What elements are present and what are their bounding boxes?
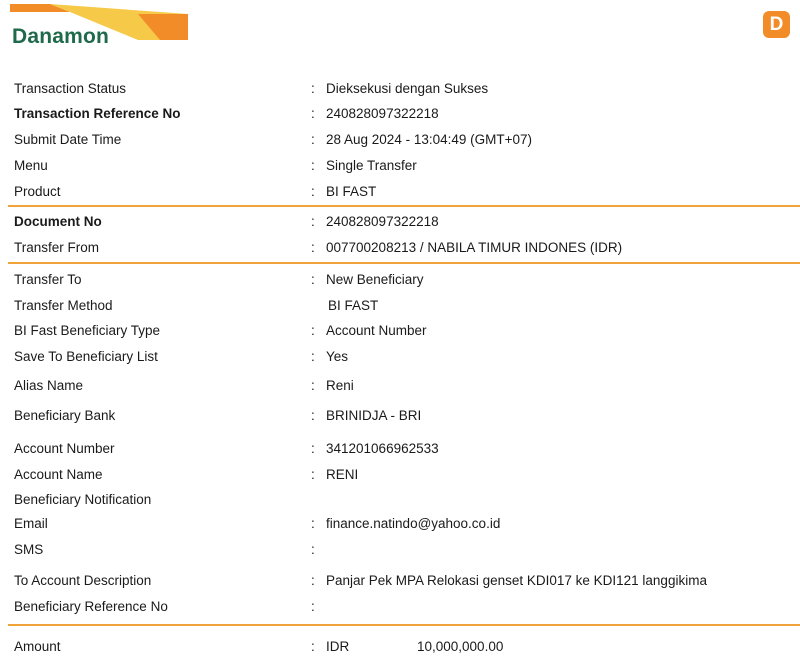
value-menu: Single Transfer bbox=[326, 158, 417, 173]
section-separator bbox=[8, 624, 800, 626]
colon: : bbox=[311, 132, 315, 147]
row-beneficiary-reference-no bbox=[14, 596, 794, 618]
label-transfer-from: Transfer From bbox=[14, 240, 100, 255]
colon: : bbox=[311, 158, 315, 173]
row-amount bbox=[14, 636, 794, 658]
row-account-name bbox=[14, 464, 794, 486]
row-alias-name bbox=[14, 375, 794, 397]
row-transaction-reference bbox=[14, 103, 794, 125]
colon: : bbox=[311, 441, 315, 456]
row-email bbox=[14, 513, 794, 535]
label-document-no: Document No bbox=[14, 214, 102, 229]
value-transaction-status: Dieksekusi dengan Sukses bbox=[326, 81, 489, 96]
row-to-account-description bbox=[14, 570, 794, 592]
colon: : bbox=[311, 573, 315, 588]
amount-currency: IDR bbox=[326, 639, 350, 654]
colon: : bbox=[311, 516, 315, 531]
value-transfer-from: 007700208213 / NABILA TIMUR INDONES (IDR) bbox=[326, 240, 623, 255]
row-account-number bbox=[14, 438, 794, 460]
value-to-account-description: Panjar Pek MPA Relokasi genset KDI017 ke KDI121 langgikima bbox=[326, 573, 707, 588]
row-transfer-method bbox=[14, 295, 794, 317]
label-save-to-beneficiary-list: Save To Beneficiary List bbox=[14, 349, 158, 364]
value-transfer-method: BI FAST bbox=[328, 298, 379, 313]
label-transfer-method: Transfer Method bbox=[14, 298, 113, 313]
label-submit-date-time: Submit Date Time bbox=[14, 132, 122, 147]
row-beneficiary-bank bbox=[14, 405, 794, 427]
colon: : bbox=[311, 349, 315, 364]
value-bi-fast-beneficiary-type: Account Number bbox=[326, 323, 427, 338]
colon: : bbox=[311, 467, 315, 482]
label-transaction-reference: Transaction Reference No bbox=[14, 106, 181, 121]
row-product bbox=[14, 181, 794, 203]
row-transfer-from bbox=[14, 237, 794, 259]
label-sms: SMS bbox=[14, 542, 44, 557]
section-separator bbox=[8, 262, 800, 264]
value-submit-date-time: 28 Aug 2024 - 13:04:49 (GMT+07) bbox=[326, 132, 533, 147]
label-alias-name: Alias Name bbox=[14, 378, 84, 393]
row-menu bbox=[14, 155, 794, 177]
row-transaction-status bbox=[14, 78, 794, 100]
colon: : bbox=[311, 184, 315, 199]
value-save-to-beneficiary-list: Yes bbox=[326, 349, 349, 364]
value-transfer-to: New Beneficiary bbox=[326, 272, 424, 287]
label-bi-fast-beneficiary-type: BI Fast Beneficiary Type bbox=[14, 323, 161, 338]
label-amount: Amount bbox=[14, 639, 61, 654]
label-beneficiary-reference-no: Beneficiary Reference No bbox=[14, 599, 168, 614]
colon: : bbox=[311, 214, 315, 229]
value-transaction-reference: 240828097322218 bbox=[326, 106, 439, 121]
value-account-name: RENI bbox=[326, 467, 359, 482]
label-menu: Menu bbox=[14, 158, 48, 173]
amount-value: 10,000,000.00 bbox=[417, 639, 504, 654]
label-to-account-description: To Account Description bbox=[14, 573, 152, 588]
row-document-no bbox=[14, 211, 794, 233]
danamon-logo-text: Danamon bbox=[12, 25, 110, 48]
label-beneficiary-bank: Beneficiary Bank bbox=[14, 408, 116, 423]
row-bi-fast-beneficiary-type bbox=[14, 320, 794, 342]
value-document-no: 240828097322218 bbox=[326, 214, 439, 229]
colon: : bbox=[311, 378, 315, 393]
value-alias-name: Reni bbox=[326, 378, 354, 393]
row-beneficiary-notification bbox=[14, 489, 794, 511]
value-email: finance.natindo@yahoo.co.id bbox=[326, 516, 501, 531]
colon: : bbox=[311, 272, 315, 287]
label-transaction-status: Transaction Status bbox=[14, 81, 127, 96]
row-transfer-to bbox=[14, 269, 794, 291]
row-save-to-beneficiary-list bbox=[14, 346, 794, 368]
colon: : bbox=[311, 106, 315, 121]
d-app-icon[interactable]: D bbox=[763, 11, 790, 38]
colon: : bbox=[311, 408, 315, 423]
label-email: Email bbox=[14, 516, 48, 531]
label-account-number: Account Number bbox=[14, 441, 115, 456]
label-account-name: Account Name bbox=[14, 467, 103, 482]
colon: : bbox=[311, 599, 315, 614]
colon: : bbox=[311, 542, 315, 557]
value-beneficiary-bank: BRINIDJA - BRI bbox=[326, 408, 422, 423]
colon: : bbox=[311, 639, 315, 654]
label-transfer-to: Transfer To bbox=[14, 272, 82, 287]
section-separator bbox=[8, 205, 800, 207]
label-beneficiary-notification: Beneficiary Notification bbox=[14, 492, 152, 507]
value-account-number: 341201066962533 bbox=[326, 441, 439, 456]
value-product: BI FAST bbox=[326, 184, 377, 199]
colon: : bbox=[311, 240, 315, 255]
colon: : bbox=[311, 323, 315, 338]
row-sms bbox=[14, 539, 794, 561]
row-submit-date-time bbox=[14, 129, 794, 151]
colon: : bbox=[311, 81, 315, 96]
label-product: Product bbox=[14, 184, 61, 199]
